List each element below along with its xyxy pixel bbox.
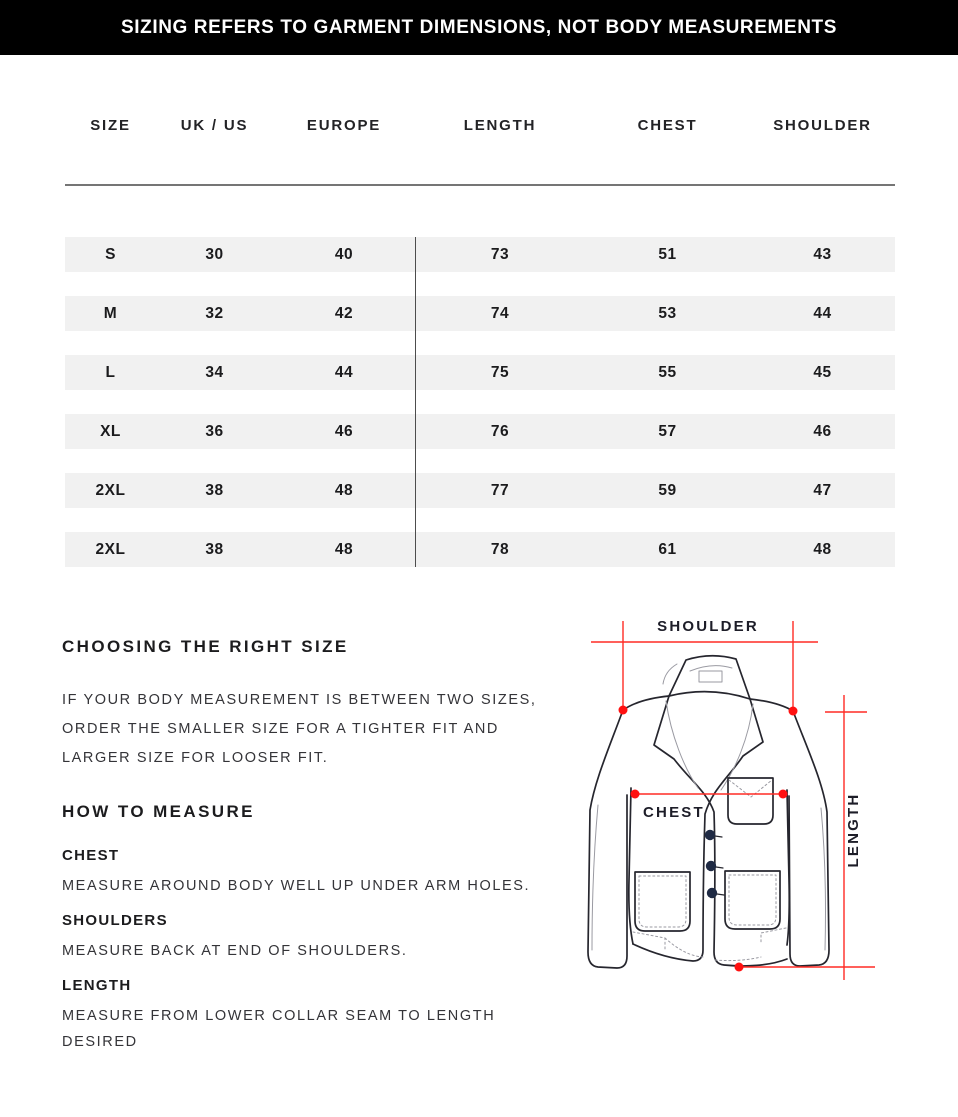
- measure-item-label: LENGTH: [62, 977, 132, 994]
- measurement-cell: 78: [490, 540, 510, 558]
- table-column-divider: [415, 237, 416, 567]
- measurement-cell: 42: [334, 304, 354, 322]
- measurement-cell: 51: [658, 245, 677, 263]
- measurement-cell: 45: [813, 363, 832, 381]
- measurement-cell: 38: [205, 481, 224, 499]
- measure-item: [62, 912, 562, 964]
- measurement-cell: 34: [205, 363, 224, 381]
- measurement-lines: [591, 621, 875, 980]
- measure-item-text: MEASURE AROUND BODY WELL UP UNDER ARM HOLES.: [62, 878, 531, 894]
- hem-point-marker: [735, 963, 744, 972]
- table-row: [65, 473, 895, 508]
- jacket-button: [706, 861, 716, 871]
- size-table-body: [65, 237, 895, 591]
- size-cell: S: [105, 245, 116, 263]
- measurement-cell: 75: [490, 363, 510, 381]
- how-to-measure-heading: HOW TO MEASURE: [62, 802, 255, 821]
- length-label: LENGTH: [845, 792, 862, 868]
- column-header: EUROPE: [306, 116, 382, 134]
- size-cell: 2XL: [95, 481, 126, 499]
- measure-item: [62, 977, 562, 1055]
- measurement-cell: 36: [205, 422, 224, 440]
- measure-item-text: MEASURE FROM LOWER COLLAR SEAM TO LENGTH DESIRED: [62, 1008, 496, 1050]
- size-cell: 2XL: [95, 540, 126, 558]
- table-row: [65, 414, 895, 449]
- measure-item-text: MEASURE BACK AT END OF SHOULDERS.: [62, 943, 408, 959]
- measurement-cell: 74: [490, 304, 510, 322]
- size-cell: XL: [100, 422, 121, 440]
- measurement-cell: 32: [205, 304, 224, 322]
- measure-items: [62, 847, 562, 1068]
- measurement-cell: 55: [658, 363, 677, 381]
- measurement-cell: 30: [205, 245, 224, 263]
- chest-point-marker: [779, 790, 788, 799]
- measurement-cell: 38: [205, 540, 224, 558]
- measurement-cell: 59: [658, 481, 677, 499]
- column-header: CHEST: [637, 116, 698, 134]
- size-cell: L: [105, 363, 116, 381]
- measurement-cell: 46: [813, 422, 832, 440]
- shoulder-point-marker: [789, 707, 798, 716]
- measurement-cell: 53: [658, 304, 677, 322]
- table-row: [65, 355, 895, 390]
- measurement-cell: 57: [658, 422, 677, 440]
- shoulder-point-marker: [619, 706, 628, 715]
- measurement-cell: 77: [490, 481, 510, 499]
- table-row: [65, 237, 895, 272]
- chest-point-marker: [631, 790, 640, 799]
- measurement-cell: 48: [334, 481, 354, 499]
- jacket-measurement-diagram: [565, 600, 958, 1000]
- measurement-cell: 48: [334, 540, 354, 558]
- measurement-cell: 40: [334, 245, 354, 263]
- measurement-cell: 44: [334, 363, 354, 381]
- banner-text: SIZING REFERS TO GARMENT DIMENSIONS, NOT BODY MEASUREMENTS: [120, 16, 838, 38]
- jacket-button: [705, 830, 715, 840]
- measure-item: [62, 847, 562, 899]
- banner: [0, 0, 958, 55]
- table-row: [65, 532, 895, 567]
- measure-item-label: SHOULDERS: [62, 912, 168, 929]
- column-header: SHOULDER: [773, 116, 872, 134]
- measurement-cell: 76: [490, 422, 510, 440]
- table-row: [65, 296, 895, 331]
- shoulder-label: SHOULDER: [657, 618, 759, 635]
- column-header: LENGTH: [463, 116, 537, 134]
- choosing-size-body: IF YOUR BODY MEASUREMENT IS BETWEEN TWO SIZES, ORDER THE SMALLER SIZE FOR A TIGHTER FIT AND LARGER SIZE FOR LOOSER FIT.: [62, 692, 537, 766]
- measurement-cell: 61: [658, 540, 677, 558]
- measure-item-label: CHEST: [62, 847, 120, 864]
- measurement-cell: 46: [334, 422, 354, 440]
- choosing-size-heading: CHOOSING THE RIGHT SIZE: [62, 637, 349, 656]
- measurement-cell: 43: [813, 245, 832, 263]
- size-table-header: [65, 108, 895, 142]
- chest-label: CHEST: [643, 804, 705, 821]
- size-cell: M: [103, 304, 118, 322]
- table-header-rule: [65, 184, 895, 186]
- jacket-button: [707, 888, 717, 898]
- measurement-cell: 73: [490, 245, 510, 263]
- measurement-cell: 47: [813, 481, 832, 499]
- column-header: UK / US: [180, 116, 249, 134]
- jacket-diagram-svg: [565, 600, 958, 1000]
- measurement-cell: 48: [813, 540, 832, 558]
- column-header: SIZE: [90, 116, 131, 134]
- measurement-cell: 44: [813, 304, 832, 322]
